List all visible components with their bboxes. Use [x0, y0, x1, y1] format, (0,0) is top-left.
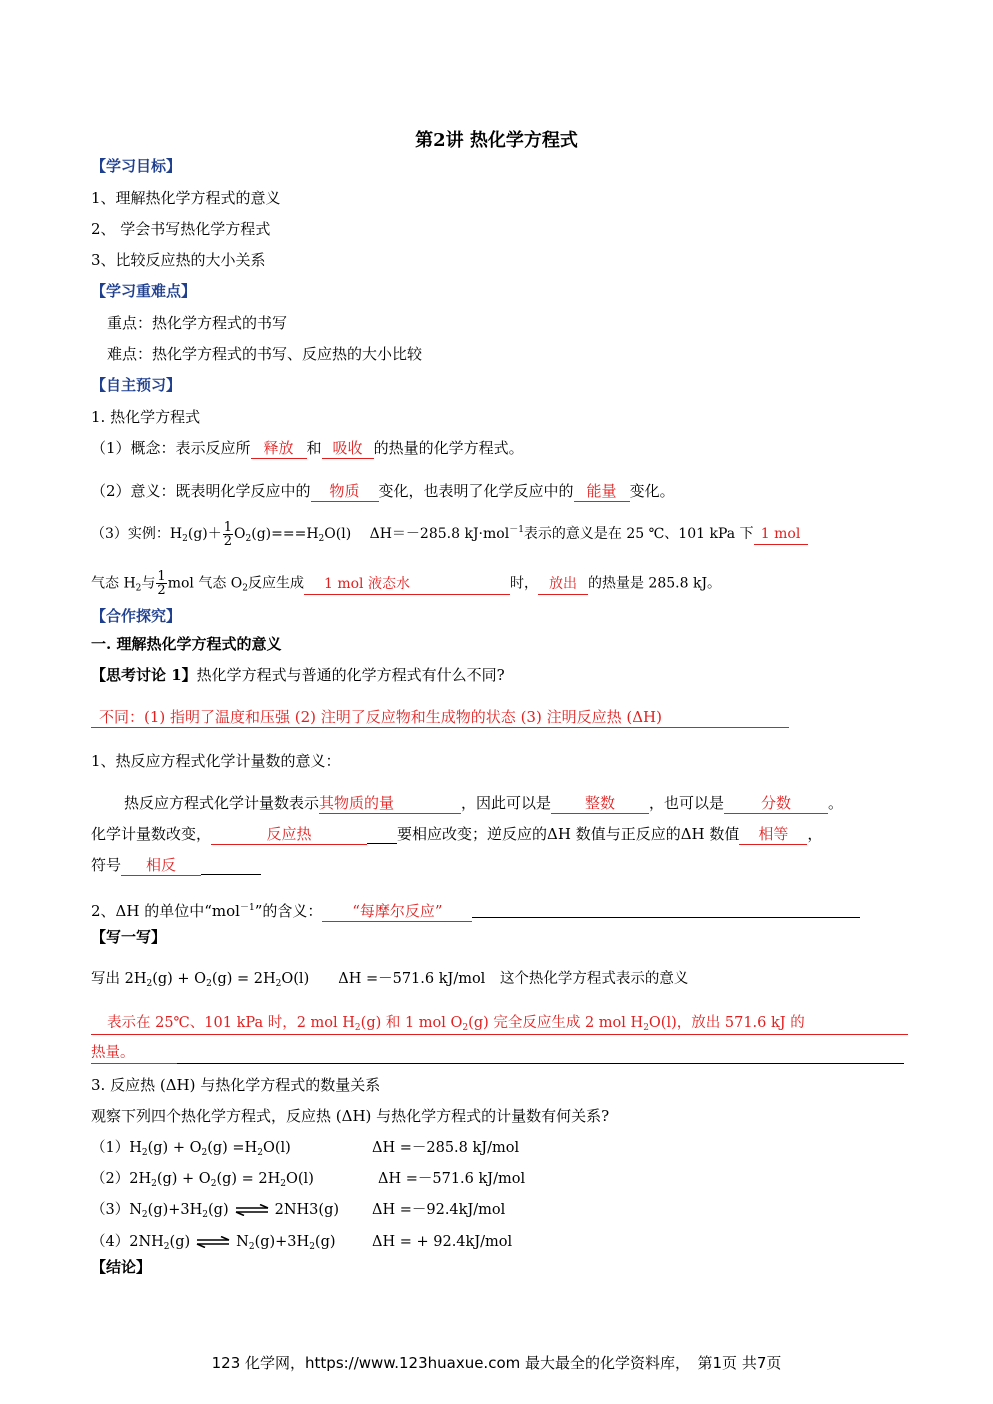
text: O(l)	[262, 1140, 291, 1156]
text: 的热量的化学方程式。	[373, 439, 524, 457]
equation-3-dh: ΔH =－92.4kJ/mol	[372, 1202, 506, 1218]
text: (g) + O	[147, 1140, 202, 1156]
goal-item: 1、理解热化学方程式的意义	[91, 189, 281, 207]
text: (g) =H	[207, 1140, 258, 1156]
equation-2	[91, 1169, 314, 1194]
text: 2NH3(g)	[274, 1202, 340, 1218]
answer-blank: 分数	[724, 794, 828, 814]
text: (g)	[169, 1234, 191, 1250]
discussion-answer-line	[91, 707, 789, 728]
answer-blank: 反应热	[211, 825, 367, 845]
discussion-answer: 不同：(1) 指明了温度和压强 (2) 注明了反应物和生成物的状态 (3) 注明反应热 (ΔH)	[91, 708, 789, 728]
subscript: 2	[257, 1148, 263, 1158]
text: ”的含义：	[254, 902, 323, 920]
answer-blank: 释放	[251, 439, 307, 459]
section-heading-write: 【写一写】	[91, 928, 167, 946]
subscript: 2	[206, 979, 212, 989]
explore-item-1: 1、热反应方程式化学计量数的意义：	[91, 752, 341, 770]
page-title: 第2讲 热化学方程式	[415, 130, 578, 151]
text: 热化学方程式与普通的化学方程式有什么不同?	[196, 666, 505, 684]
text: 2、ΔH 的单位中“mol	[91, 902, 240, 920]
preview-example-line	[91, 520, 808, 549]
subscript: 2	[318, 534, 325, 544]
blank-extension	[367, 824, 397, 844]
text: 表示的意义是在 25 ℃、101 kPa 下	[523, 526, 754, 542]
coefficient-line-1	[124, 793, 843, 814]
answer-blank: 整数	[551, 794, 649, 814]
text: 变化，也表明了化学反应中的	[378, 482, 574, 500]
text: (g)＋	[187, 526, 222, 542]
equilibrium-arrow-icon	[235, 1204, 269, 1216]
text: (g) + O	[156, 1171, 211, 1187]
answer-blank: 能量	[574, 482, 630, 502]
text: 要相应改变；逆反应的ΔH 数值与正反应的ΔH 数值	[397, 825, 740, 843]
answer-underline	[91, 1063, 177, 1064]
answer-blank: 吸收	[322, 439, 374, 459]
text: O(l) ΔH =－571.6 kJ/mol 这个热化学方程式表示的意义	[281, 971, 689, 987]
text: O	[234, 526, 246, 542]
blank-extension	[472, 898, 860, 918]
preview-heading: 1. 热化学方程式	[91, 408, 201, 426]
text: (g)+3H	[147, 1202, 203, 1218]
text: （1）H	[91, 1140, 142, 1156]
text: (g) 完全反应生成 2 mol H	[468, 1015, 644, 1031]
fraction-half	[223, 521, 233, 548]
text: mol 气态 O	[167, 575, 243, 592]
text: (g) 和 1 mol O	[360, 1015, 463, 1031]
text: （4）2NH	[91, 1234, 164, 1250]
answer-blank: “每摩尔反应”	[322, 902, 472, 922]
text: （2）意义：既表明化学反应中的	[91, 482, 311, 500]
discussion-question	[91, 665, 505, 685]
key-focus: 重点：热化学方程式的书写	[107, 314, 288, 332]
text: 与	[141, 575, 156, 592]
section-heading-preview: 【自主预习】	[91, 376, 182, 394]
text: 反应生成	[247, 575, 304, 592]
page-footer: 123 化学网，https://www.123huaxue.com 最大最全的化学资料库， 第1页 共7页	[211, 1354, 782, 1372]
text: （2）2H	[91, 1171, 152, 1187]
answer-blank: 物质	[311, 482, 379, 502]
fraction-numerator: 1	[157, 569, 166, 584]
subscript: 2	[275, 979, 282, 989]
equation-4	[91, 1232, 336, 1257]
text: (g)+3H	[254, 1234, 310, 1250]
text: (g)	[314, 1234, 336, 1250]
text: 。	[828, 794, 844, 812]
subscript: 2	[141, 1210, 148, 1220]
text: （3）实例：H	[91, 526, 183, 542]
fraction-half	[156, 570, 166, 597]
fraction-numerator: 1	[223, 519, 233, 535]
equation-1	[91, 1138, 291, 1163]
subscript: 2	[462, 1023, 469, 1033]
text: O(l)	[286, 1171, 314, 1187]
subscript: 2	[210, 1179, 217, 1189]
subscript: 2	[202, 1210, 209, 1220]
text: （3）N	[91, 1202, 142, 1218]
answer-blank: 相等	[739, 825, 807, 845]
goal-item: 2、 学会书写热化学方程式	[91, 220, 271, 238]
section-heading-goals: 【学习目标】	[91, 157, 182, 175]
relation-heading: 3. 反应热 (ΔH) 与热化学方程式的数量关系	[91, 1076, 381, 1094]
text: ，也可以是	[649, 794, 725, 812]
text: (g)===H	[251, 526, 319, 542]
text: 气态 H	[91, 575, 136, 592]
subscript: 2	[201, 1148, 208, 1158]
section-heading-explore: 【合作探究】	[91, 607, 182, 625]
text: （1）概念：表示反应所	[91, 439, 251, 457]
text: 变化。	[629, 482, 675, 500]
subscript: 2	[245, 534, 252, 544]
equation-3	[91, 1200, 339, 1225]
text: O(l) ΔH＝－285.8 kJ·mol	[324, 526, 510, 542]
relation-intro: 观察下列四个热化学方程式，反应热 (ΔH) 与热化学方程式的计量数有何关系?	[91, 1107, 610, 1125]
answer-blank: 1 mol	[754, 525, 808, 545]
text: (g) = 2H	[216, 1171, 281, 1187]
equation-2-dh: ΔH =－571.6 kJ/mol	[378, 1171, 526, 1187]
text: 化学计量数改变，	[91, 825, 212, 843]
answer-blank: 1 mol 液态水	[304, 575, 510, 595]
text: ，因此可以是	[461, 794, 552, 812]
text: 表示在 25℃、101 kPa 时，2 mol H	[107, 1015, 355, 1031]
preview-meaning-line	[91, 481, 675, 502]
text: 热反应方程式化学计量数表示	[124, 794, 320, 812]
fraction-denominator: 2	[157, 583, 166, 598]
subscript: 2	[146, 979, 153, 989]
preview-example-line-2	[91, 570, 721, 599]
subscript: 2	[280, 1179, 287, 1189]
subscript: 2	[309, 1242, 315, 1252]
fraction-denominator: 2	[223, 533, 233, 549]
text: (g) = 2H	[211, 971, 276, 987]
equation-1-dh: ΔH =－285.8 kJ/mol	[372, 1140, 520, 1156]
superscript: －1	[509, 525, 524, 535]
subscript: 2	[151, 1179, 157, 1189]
text: 符号	[91, 856, 122, 874]
write-equation	[91, 969, 688, 994]
equation-4-dh: ΔH = + 92.4kJ/mol	[372, 1234, 513, 1250]
subscript: 2	[242, 583, 248, 594]
subscript: 2	[135, 583, 142, 594]
answer-blank: 相反	[121, 856, 201, 876]
subscript: 2	[643, 1023, 649, 1033]
explore-item-2	[91, 898, 860, 922]
subscript: 2	[248, 1242, 255, 1252]
preview-concept-line	[91, 438, 524, 459]
text: (g) + O	[152, 971, 207, 987]
text: ，	[807, 825, 823, 843]
subscript: 2	[141, 1148, 148, 1158]
text: 写出 2H	[91, 971, 147, 987]
text: 的热量是 285.8 kJ。	[587, 575, 722, 592]
text: N	[236, 1234, 249, 1250]
write-answer-line-2: 热量。	[91, 1045, 135, 1061]
superscript: －1	[239, 903, 255, 913]
discussion-label: 【思考讨论 1】	[91, 666, 197, 684]
subscript: 2	[354, 1023, 361, 1033]
section-heading-conclusion: 【结论】	[91, 1258, 152, 1276]
text: 时，	[509, 575, 538, 592]
explore-heading: 一. 理解热化学方程式的意义	[91, 635, 282, 653]
blank-underline	[177, 1063, 904, 1064]
answer-blank: 放出	[538, 575, 588, 595]
answer-underline	[91, 1034, 908, 1035]
coefficient-line-3	[91, 855, 261, 876]
text: O(l)，放出 571.6 kJ 的	[648, 1015, 805, 1031]
text: 和	[306, 439, 322, 457]
text: (g)	[208, 1202, 229, 1218]
answer-blank: 其物质的量	[319, 794, 461, 814]
subscript: 2	[182, 534, 188, 544]
goal-item: 3、比较反应热的大小关系	[91, 251, 266, 269]
coefficient-line-2	[91, 824, 822, 845]
blank-extension	[201, 855, 261, 875]
equilibrium-arrow-icon	[196, 1236, 230, 1248]
section-heading-keypoints: 【学习重难点】	[91, 282, 197, 300]
subscript: 2	[163, 1242, 170, 1252]
key-difficulty: 难点：热化学方程式的书写、反应热的大小比较	[107, 345, 423, 363]
